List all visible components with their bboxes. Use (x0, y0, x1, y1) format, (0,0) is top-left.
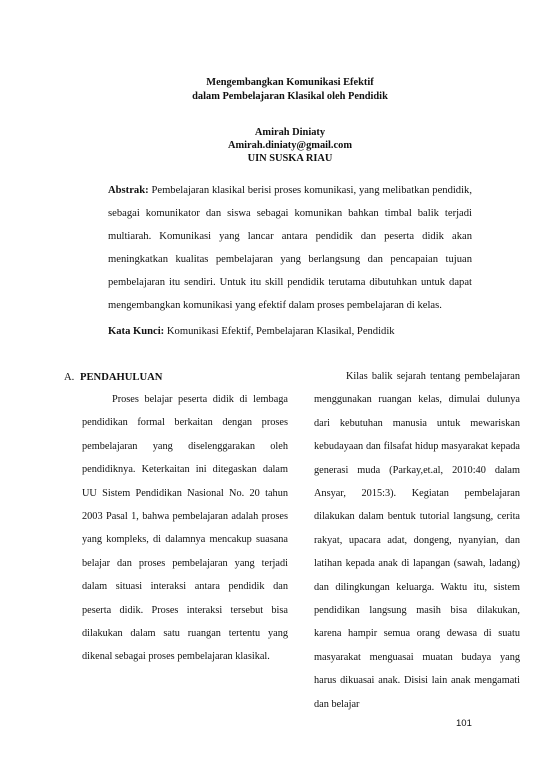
keywords-label: Kata Kunci: (108, 326, 165, 337)
title-line-2: dalam Pembelajaran Klasikal oleh Pendidik (192, 91, 388, 102)
body-column-left (82, 388, 288, 669)
page-number: 101 (456, 718, 472, 729)
abstract-text: Pembelajaran klasikal berisi proses komunikasi, yang melibatkan pendidik, sebagai komunikator dan siswa sebagai komunikan bahkan timbal balik terjadi multiarah. Komunikasi yang lancar antara pendidik dan peserta didik akan meningkatkan kualitas pembelajaran yang berlangsung dan pencapaian tujuan pembelajaran itu sendiri. Untuk itu skill pendidik terutama dibutuhkan untuk dapat mengembangkan komunikasi yang efektif dalam proses pembelajaran di kelas. (108, 185, 472, 311)
left-paragraph: Proses belajar peserta didik di lembaga pendidikan formal berkaitan dengan proses pembelajaran yang diselenggarakan oleh pendidiknya. Keterkaitan ini ditegaskan dalam UU Sistem Pendidikan Nasional No. 20 tahun 2003 Pasal 1, bahwa pembelajaran adalah proses yang kompleks, di dalamnya mencakup suasana belajar dan proses pembelajaran yang terjadi dalam situasi interaksi antara pendidik dan peserta didik. Proses interaksi tersebut bisa dilakukan dalam satu ruangan tertentu yang dikenal sebagai proses pembelajaran klasikal. (82, 394, 288, 663)
paper-title (60, 76, 520, 104)
abstract (108, 179, 472, 317)
author-block (60, 126, 520, 165)
section-letter: A. (64, 372, 75, 383)
abstract-label: Abstrak: (108, 185, 149, 196)
keywords-text: Komunikasi Efektif, Pembelajaran Klasikal, Pendidik (166, 326, 395, 337)
section-title: PENDAHULUAN (80, 372, 163, 383)
title-line-1: Mengembangkan Komunikasi Efektif (206, 77, 374, 88)
author-name: Amirah Diniaty (254, 127, 326, 138)
keywords (108, 325, 488, 339)
author-email: Amirah.diniaty@gmail.com (228, 140, 352, 151)
author-affiliation: UIN SUSKA RIAU (247, 153, 333, 164)
right-paragraph: Kilas balik sejarah tentang pembelajaran menggunakan ruangan kelas, dimulai dulunya dari kebutuhan manusia untuk mewariskan kebudayaan dan filsafat hidup masyarakat kepada generasi muda (Parkay,et.al, 2010:40 dalam Ansyar, 2015:3). Kegiatan pembelajaran dilakukan dalam bentuk tutorial langsung, cerita rakyat, upacara adat, dongeng, nyanyian, dan latihan kepada anak di lapangan (sawah, ladang) dan dilingkungan keluarga. Waktu itu, sistem pendidikan langsung masih bisa dilakukan, karena hampir semua orang dewasa di suatu masyarakat menguasai muatan budaya yang harus dikuasai anak. Disisi lain anak mengamati dan belajar (314, 371, 520, 710)
section-heading (64, 371, 162, 385)
body-column-right (314, 365, 520, 716)
